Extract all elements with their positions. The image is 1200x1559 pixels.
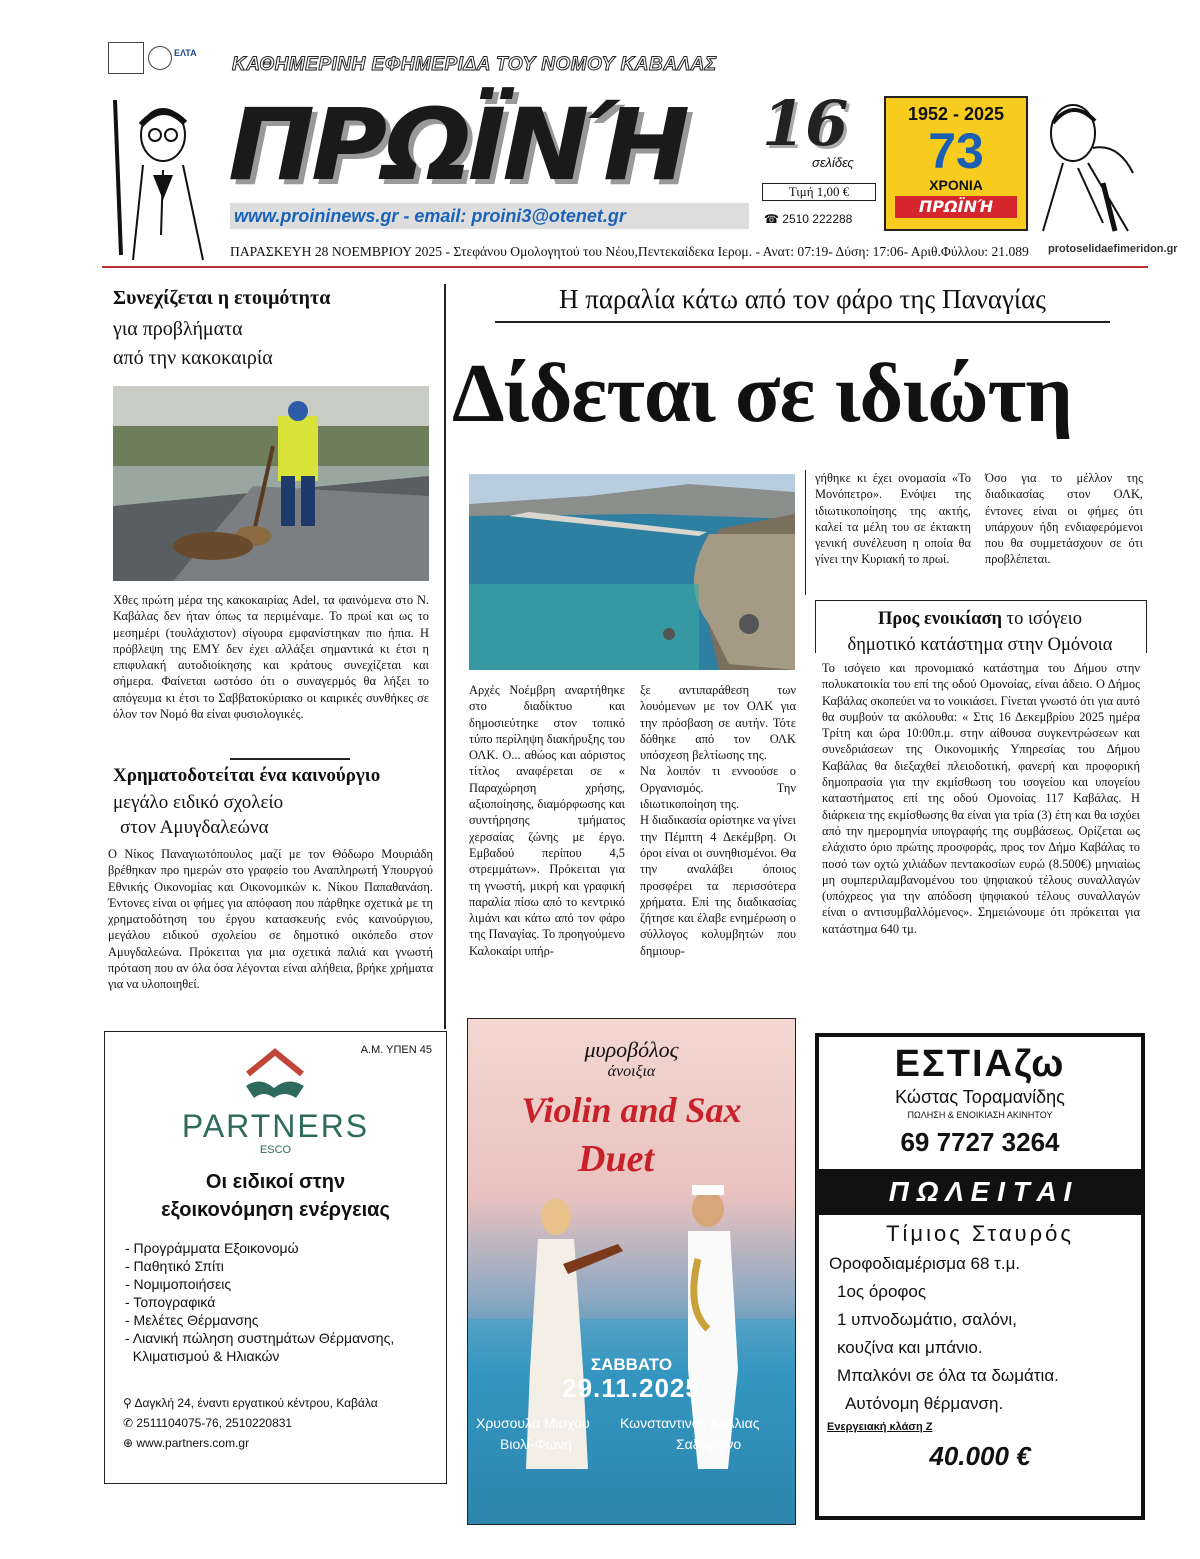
event-date: 29.11.2025 (562, 1373, 701, 1403)
artist1-role: Βιολί-Φωνη (500, 1436, 572, 1452)
partners-am: Α.Μ. ΥΠΕΝ 45 (360, 1044, 432, 1056)
partners-web-row (123, 1433, 378, 1453)
caricature-left (103, 85, 218, 270)
partners-service: - Λιανική πώληση συστημάτων Θέρμανσης, (125, 1330, 395, 1346)
ad-partners (104, 1031, 447, 1484)
partners-contact (123, 1393, 378, 1453)
artist2-role: Σαξοφωνο (676, 1436, 742, 1452)
partners-phone-row (123, 1413, 378, 1433)
anniversary-label: ΧΡΟΝΙΑ (929, 177, 983, 193)
ad-estia (815, 1033, 1145, 1520)
anniversary-mini-logo: ΠΡΩΪΝΉ (895, 196, 1017, 218)
article-title-storm: Συνεχίζεται η ετοιμότητα (113, 287, 331, 309)
phone-icon: ✆ (123, 1416, 137, 1430)
partners-address-row (123, 1393, 378, 1413)
caricature-right (1033, 93, 1145, 233)
partners-service: - Προγράμματα Εξοικονομώ (125, 1240, 299, 1256)
anniversary-years-range: 1952 - 2025 (907, 104, 1005, 124)
elta-logo: ΕΛΤΑ (174, 48, 197, 58)
anniversary-badge (884, 96, 1028, 231)
partners-services (125, 1239, 394, 1365)
column-divider (444, 284, 446, 1029)
estia-area: Τίμιος Σταυρός (886, 1221, 1074, 1246)
photo-street-worker (113, 386, 429, 581)
article-title-school: Χρηματοδοτείται ένα καινούργιο (113, 765, 381, 786)
watermark: protoselidaefimeridon.gr (1048, 243, 1178, 255)
main-body-col3: γήθηκε κι έχει ονομασία «Το Μονόπετρο». Ενόψει της ιδιωτικοποίησης της ακτής, καλεί τα μέλη του σε έκτακτη γενική συνέλευση η οποία θα γίνει την Κυριακή το πρωί. (815, 471, 971, 567)
venue-name-2: άνοιξια (607, 1063, 656, 1080)
estia-tagline: ΠΩΛΗΣΗ & ΕΝΟΙΚΙΑΣΗ ΑΚΙΝΗΤΟΥ (907, 1110, 1053, 1120)
estia-for-sale-banner: Π Ω Λ Ε Ι Τ Α Ι (819, 1169, 1141, 1215)
page-count-label: σελίδες (812, 155, 854, 170)
handshake-house-icon (240, 1046, 310, 1110)
location-pin-icon: ⚲ (123, 1396, 135, 1410)
artist1-name: Χρυσουλα Μισχου (476, 1415, 590, 1431)
newspaper-logo: ΠΡΩΪΝΉ (228, 87, 687, 203)
globe-icon: ⊕ (123, 1436, 137, 1450)
article-body-storm: Χθες πρώτη μέρα της κακοκαιρίας Adel, τα φαινόμενα στο Ν. Καβάλας δεν ήταν όπως τα περιμέναμε. Το πρωί και ως το μεσημέρι (τουλάχιστον) σίγουρα εμφανίστηκαν πιο ήπια. Η πρόβλεψη της ΕΜΥ δεν έχει αλλάξει σημαντικά κι έτσι η επιφυλακή αυτοδιοίκησης και κράτους συνεχίζεται και σήμερα. Φαίνεται ωστόσο ότι ο συναγερμός θα λήξει το απόγευμα κι έτσι το Σαββατοκύριακο οι καιρικές συνθήκες σε όλον τον Νομό θα είναι φυσιολογικές. (113, 593, 429, 722)
column-divider (805, 470, 806, 595)
main-kicker: Η παραλία κάτω από τον φάρο της Παναγίας (495, 284, 1110, 323)
estia-detail: 1ος όροφος (837, 1282, 927, 1301)
article-separator (230, 758, 350, 760)
stamp-icon (108, 42, 144, 74)
article-subtitle-storm-1: για προβλήματα (113, 318, 243, 340)
estia-details (829, 1250, 1059, 1418)
phone-number: 2510 222288 (782, 212, 853, 226)
ad-music (467, 1018, 796, 1525)
anniversary-years: 73 (928, 123, 984, 179)
article-subtitle-storm-2: από την κακοκαιρία (113, 347, 273, 369)
website-email[interactable]: www.proininews.gr - email: proini3@otenet.gr (230, 203, 749, 229)
partners-slogan-2: εξοικονόμηση ενέργειας (161, 1199, 390, 1221)
event-day: ΣΑΒΒΑΤΟ (590, 1355, 673, 1374)
estia-detail: Οροφοδιαμέρισμα 68 τ.μ. (829, 1254, 1021, 1273)
partners-slogan-1: Οι ειδικοί στην (205, 1171, 346, 1193)
partners-address: Δαγκλή 24, έναντι εργατικού κέντρου, Καβάλα (134, 1396, 378, 1410)
article-subtitle-school-1: μεγάλο ειδικό σχολείο (113, 792, 284, 813)
photo-beach (469, 474, 795, 670)
partners-web[interactable]: www.partners.com.gr (136, 1436, 250, 1450)
estia-logo: ΕΣΤΙΑζω (894, 1043, 1066, 1085)
masthead-tagline: ΚΑΘΗΜΕΡΙΝΗ ΕΦΗΜΕΡΙΔΑ ΤΟΥ ΝΟΜΟΥ ΚΑΒΑΛΑΣ (232, 54, 717, 75)
partners-brand: PARTNERS (181, 1108, 370, 1144)
rent-title-rest: το ισόγειο (1006, 609, 1083, 629)
venue-name-1: μυροβόλος (584, 1037, 679, 1062)
partners-service: - Παθητικό Σπίτι (125, 1258, 224, 1274)
estia-detail: Αυτόνομη θέρμανση. (845, 1394, 1004, 1413)
partners-service: - Τοπογραφικά (125, 1294, 216, 1310)
estia-owner: Κώστας Τοραμανίδης (895, 1087, 1065, 1107)
estia-price: 40.000 € (929, 1441, 1031, 1471)
seal-icon (148, 46, 172, 70)
phone (764, 212, 852, 226)
postage-stamps (108, 42, 218, 74)
article-subtitle-school-2: στον Αμυγδαλεώνα (120, 817, 269, 838)
event-title-1: Violin and Sax (521, 1090, 742, 1130)
main-body-col1: Αρχές Νοέμβρη αναρτήθηκε στο διαδίκτυο και δημοσιεύτηκε στον τοπικό τύπο περίληψη διακήρυξης του ΟΛΚ. Ο... αθώος και αόριστος τίτλος αναφέρεται σε « Παραχώρηση χρήσης, αξιοποίησης, διαμόρφωσης και συντήρησης τμήματος χερσαίας ζώνης με έργο. Εμβαδού περίπου 4,5 στρεμμάτων». Πρόκειται για τη γνωστή, μικρή και γραφική παραλία πίσω από το κεντρικό λιμάνι και κάτω από τον φάρο της Παναγίας. Το προηγούμενο Καλοκαίρι υπήρ- (469, 683, 625, 958)
main-body-col2: ξε αντιπαράθεση των λουόμενων με τον ΟΛΚ για την πρόσβαση σε αυτήν. Τότε δόθηκε από τον ΟΛΚ υπόσχεση βελτίωσης της. Να λοιπόν τι εννοούσε ο Οργανισμός. Την ιδιωτικοποίηση της. Η διαδικασία ορίστηκε να γίνει την Πέμπτη 4 Δεκέμβρη. Οι όροι είναι οι συνηθισμένοι. Θα την αναλάβει όποιος προσφέρει τα περισσότερα χρήματα. Επί της διαδικασίας ζήτησε και έλαβε ενημέρωση ο σύλλογος κολυμβητών που δημιουρ- (640, 683, 796, 958)
estia-detail: κουζίνα και μπάνιο. (837, 1338, 983, 1357)
partners-phones: 2511104075-76, 2510220831 (136, 1416, 293, 1430)
rent-title-bold: Προς ενοικίαση (877, 609, 1003, 629)
divider (102, 266, 1148, 268)
main-headline: Δίδεται σε ιδιώτη (452, 347, 1072, 440)
partners-service: - Νομιμοποιήσεις (125, 1276, 232, 1292)
partners-sub: ESCO (259, 1144, 292, 1156)
price: Τιμή 1,00 € (762, 183, 876, 201)
artist2-name: Κωνσταντινος Καλλιας (620, 1415, 760, 1431)
estia-detail: 1 υπνοδωμάτιο, σαλόνι, (837, 1310, 1017, 1329)
partners-service: Κλιματισμού & Ηλιακών (125, 1348, 280, 1364)
event-title-2: Duet (578, 1138, 654, 1180)
estia-phone[interactable]: 69 7727 3264 (900, 1127, 1060, 1157)
rent-subtitle: δημοτικό κατάστημα στην Ομόνοια (847, 635, 1113, 655)
dateline: ΠΑΡΑΣΚΕΥΗ 28 ΝΟΕΜΒΡΙΟΥ 2025 - Στεφάνου Ομολογητού του Νέου,Πεντεκαίδεκα Ιερομ. - Ανατ: 07:19- Δύση: 17:06- Αριθ.Φύλλου: 21.089 (230, 244, 1029, 259)
rent-title (815, 606, 1145, 632)
page-count: 16 (762, 87, 849, 160)
partners-service: - Μελέτες Θέρμανσης (125, 1312, 259, 1328)
performers-illustration (468, 1169, 795, 1524)
article-body-school: Ο Νίκος Παναγιωτόπουλος μαζί με τον Θόδωρο Μουριάδη βρέθηκαν προ ημερών στο γραφείο του Αναπληρωτή Υπουργού Εθνικής Οικονομίας και Οικονομικών κ. Νίκου Παπαθανάση. Έντονες είναι οι φήμες για απόφαση που πάρθηκε σχετικά με τη χρηματοδότηση του έργου κατασκευής ενός καινούργιου, μεγάλου ειδικού σχολείου σε δημοτικό οικόπεδο στον Αμυγδαλεώνα. Πρόκειται για μια σχετικά παλιά και γνωστή πρόταση που αν όλα όσα λέγονται είναι αλήθεια, βρήκε χρήματα για να υλοποιηθεί. (108, 847, 433, 992)
phone-icon: ☎ (764, 212, 783, 226)
estia-energy-class: Ενεργειακή κλάση Ζ (827, 1421, 933, 1433)
rent-body: Το ισόγειο και προνομιακό κατάστημα του Δήμου στην πολυκατοικία του επί της οδού Ομονοίας, είναι άδειο. Ο Δήμος Καβάλας σκοπεύει να το νοικιάσει. Γίνεται γνωστό ότι για αυτό θα συμβούν τα ακόλουθα: « Στις 16 Δεκεμβρίου 2025 ημέρα Τρίτη και ώρα 10:00π.μ. στην αίθουσα συγκεντρώσεων και συνεδριάσεων της Οικονομικής Υπηρεσίας του Δήμου Καβάλας θα διεξαχθεί πλειοδοτική, φανερή και προφορική δημοπρασία για την εκμίσθωση του ισογείου και υπογείου καταστήματος επί της οδού Ομονοίας 117 Καβάλας. Η διάρκεια της εκμίσθωσης θα είναι για τρία (3) έτη και θα ισχύει από την ημερομηνία υπογραφής της συμβάσεως. Ορίζεται ως ελάχιστο όριο πρώτης προσφοράς, προς τον Δήμο Καβάλας το ποσό των οχτώ χιλιάδων πεντακοσίων ευρώ (8.500€) μηνιαίως μη συμπεριλαμβανομένου του ψηφιακού τέλους συναλλαγών (υπόχρεος για την απόδοση ψηφιακού τέλους συναλλαγών είναι ο αντισυμβαλλόμενος». Σημειώνουμε ότι πρόκειται για κατάστημα 640 τμ. (822, 661, 1140, 936)
main-body-col4: Όσο για το μέλλον της διαδικασίας στον ΟΛΚ, έντονες είναι οι φήμες ότι υπάρχουν ήδη ενδιαφερόμενοι που θα συμμετάσχουν σε ότι προβλέπεται. (985, 471, 1143, 567)
estia-detail: Μπαλκόνι σε όλα τα δωμάτια. (837, 1366, 1059, 1385)
